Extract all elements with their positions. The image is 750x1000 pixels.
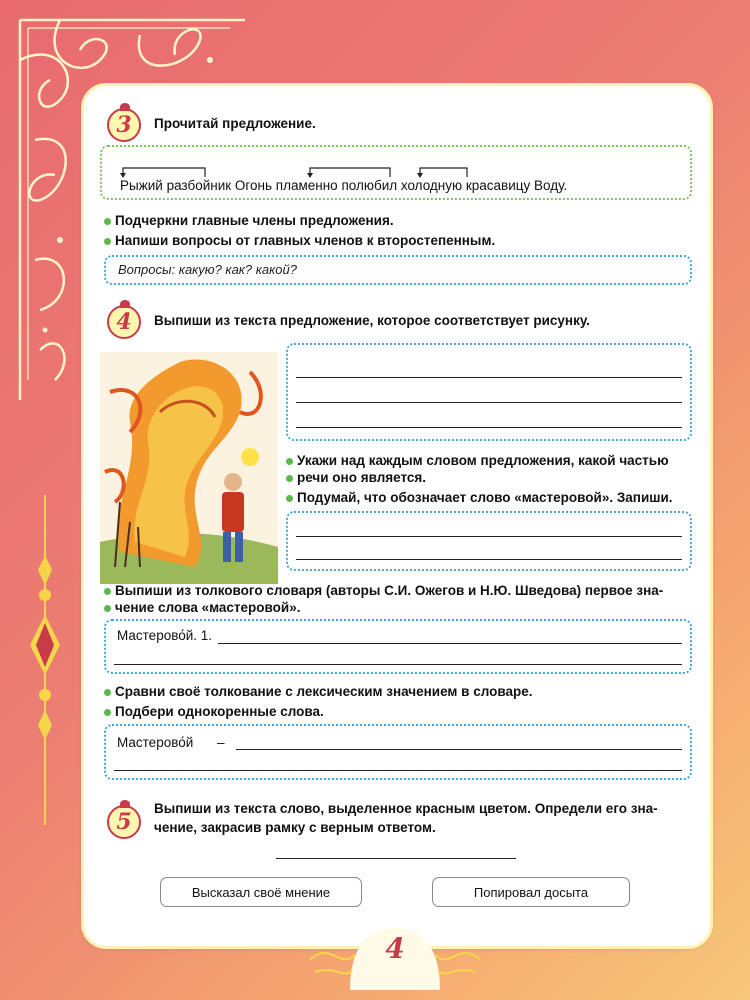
bullet-dictionary-line1: Выпиши из толкового словаря (авторы С.И. Ожегов и Н.Ю. Шведова) первое зна- bbox=[104, 582, 663, 600]
bullet-parts-of-speech-line2: речи оно является. bbox=[286, 469, 426, 487]
task-4-number-badge: 4 bbox=[107, 305, 141, 339]
bullet-dictionary-line2: чение слова «мастеровой». bbox=[104, 599, 300, 617]
cognates-dash: – bbox=[217, 735, 225, 750]
questions-text: Вопросы: какую? как? какой? bbox=[118, 262, 297, 277]
sentence-dependency-arrows bbox=[115, 163, 475, 179]
fire-and-craftsman-illustration bbox=[100, 352, 278, 584]
cognates-answer-box[interactable] bbox=[104, 724, 692, 780]
task-5-number-badge: 5 bbox=[107, 805, 141, 839]
answer-line bbox=[296, 536, 682, 537]
answer-line bbox=[296, 427, 682, 428]
task-5-title-line1: Выпиши из текста слово, выделенное красным цветом. Определи его зна- bbox=[154, 801, 658, 816]
bullet-cognates: Подбери однокоренные слова. bbox=[104, 703, 324, 721]
answer-line bbox=[296, 402, 682, 403]
bullet-compare: Сравни своё толкование с лексическим значением в словаре. bbox=[104, 683, 533, 701]
side-ornament bbox=[20, 495, 70, 825]
task-3-number-badge: 3 bbox=[107, 108, 141, 142]
task-4-title: Выпиши из текста предложение, которое соответствует рисунку. bbox=[154, 313, 590, 328]
word-answer-line[interactable] bbox=[276, 858, 516, 859]
bullet-write-questions: Напиши вопросы от главных членов к второстепенным. bbox=[104, 232, 495, 250]
bullet-meaning-of-word: Подумай, что обозначает слово «мастеровой». Запиши. bbox=[286, 489, 673, 507]
bullet-underline-main-parts: Подчеркни главные члены предложения. bbox=[104, 212, 394, 230]
answer-line bbox=[296, 377, 682, 378]
answer-line bbox=[218, 643, 682, 644]
page-number: 4 bbox=[385, 932, 405, 965]
answer-line bbox=[114, 770, 682, 771]
page-number-ornament bbox=[310, 910, 480, 990]
dictionary-entry-label: Мастерово́й. 1. bbox=[117, 628, 213, 643]
answer-option-feasted[interactable]: Попировал досыта bbox=[432, 877, 630, 907]
bullet-parts-of-speech-line1: Укажи над каждым словом предложения, какой частью bbox=[286, 452, 669, 470]
meaning-answer-box[interactable] bbox=[286, 511, 692, 571]
task-5-title-line2: чение, закрасив рамку с верным ответом. bbox=[154, 820, 436, 835]
answer-line bbox=[236, 749, 682, 750]
task-sentence: Рыжий разбойник Огонь пламенно полюбил холодную красавицу Воду. bbox=[120, 178, 568, 193]
answer-line bbox=[296, 559, 682, 560]
answer-line bbox=[114, 664, 682, 665]
answer-option-expressed-opinion[interactable]: Высказал своё мнение bbox=[160, 877, 362, 907]
cognates-label: Мастерово́й bbox=[117, 735, 194, 750]
task-3-title: Прочитай предложение. bbox=[154, 116, 316, 131]
